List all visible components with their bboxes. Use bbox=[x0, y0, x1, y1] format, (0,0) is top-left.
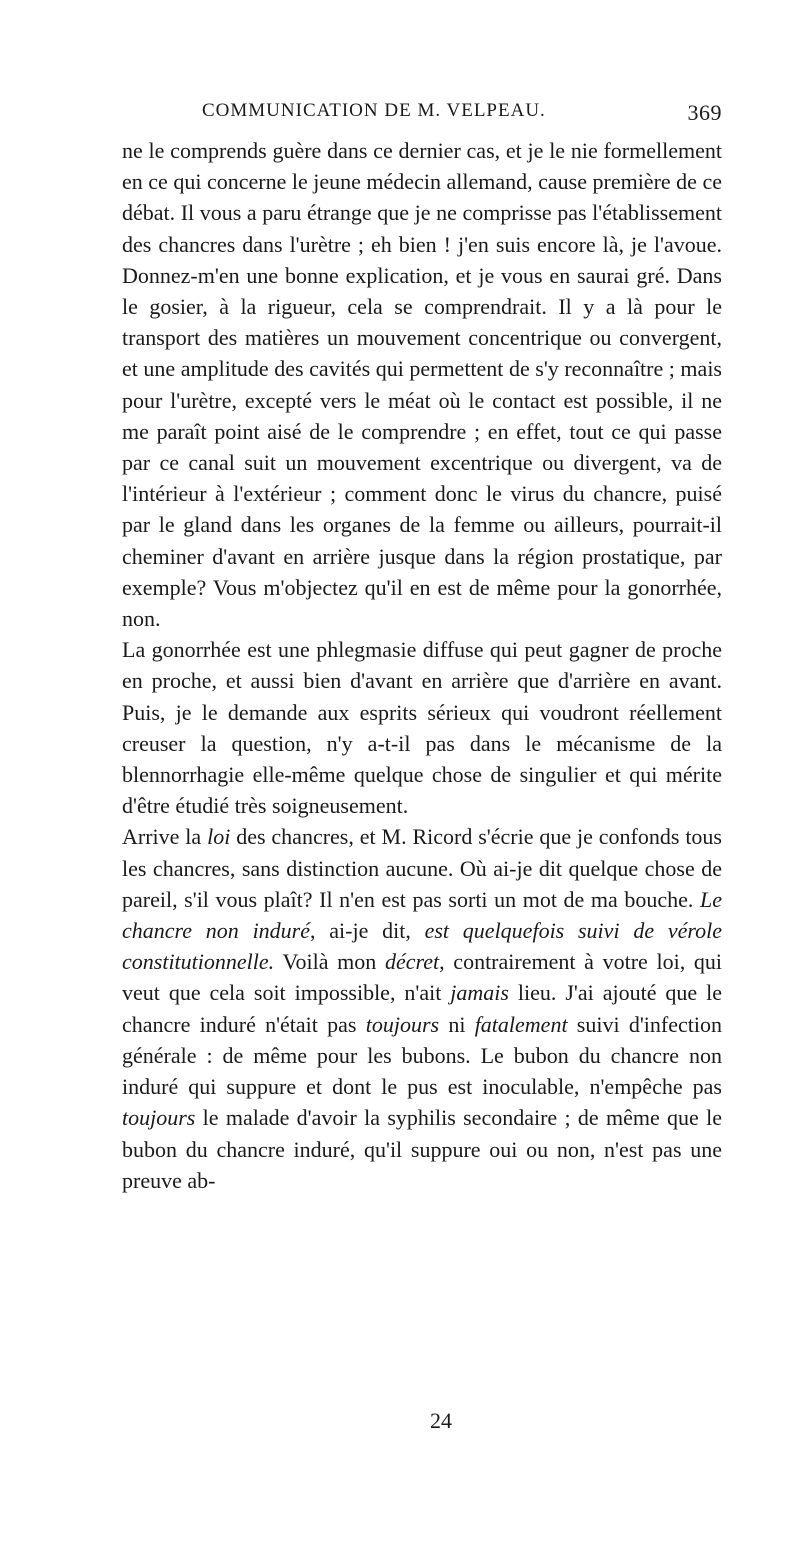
italic-text: toujours bbox=[365, 1011, 440, 1037]
text-run: , contrairement à votre loi, qui veut que cela soit impossible, n'ait bbox=[122, 949, 722, 1006]
italic-text: est quelquefois suivi de vérole constitutionnelle. bbox=[122, 918, 722, 975]
italic-text: Le chancre non induré bbox=[122, 886, 722, 944]
text-run: ne le comprends guère dans ce dernier cas, et je le nie formellement en ce qui concerne le jeune médecin allemand, cause première de ce débat. Il vous a paru étrange que je ne comprisse pas l'établissement des chancres dans l'urètre ; eh bien ! j'en suis encore là, je l'avoue. Donnez-m'en une bonne explication, et je vous en saurai gré. Dans le gosier, à la rigueur, cela se comprendrait. Il y a là pour le transport des matières un mouvement concentrique ou convergent, et une amplitude des cavités qui permettent de s'y reconnaître ; mais pour l'urètre, excepté vers le méat où le contact est possible, il ne me paraît point aisé de le comprendre ; en effet, tout ce qui passe par ce canal suit un mouvement excentrique ou divergent, va de l'intérieur à l'extérieur ; comment donc le virus du chancre, puisé par le gland dans les organes de la femme ou ailleurs, pourrait-il cheminer d'avant en arrière jusque dans la région prostatique, par exemple? Vous m'objectez qu'il en est de même pour la gonorrhée, non. bbox=[122, 138, 722, 632]
text-run: des chancres, et M. Ricord s'écrie que je confonds tous les chancres, sans distinction aucune. Où ai-je dit quelque chose de pareil, s'il vous plaît? Il n'en est pas sorti un mot de ma bouche. bbox=[122, 824, 722, 912]
text-run: Voilà mon bbox=[274, 949, 385, 975]
italic-text: jamais bbox=[450, 980, 509, 1006]
paragraph bbox=[122, 135, 722, 634]
italic-text: décret bbox=[384, 949, 440, 975]
paragraph bbox=[122, 634, 722, 821]
paragraph bbox=[122, 821, 722, 1195]
running-header bbox=[122, 100, 722, 124]
italic-text: fatalement bbox=[474, 1011, 568, 1037]
body-text bbox=[122, 135, 722, 1196]
text-run: le malade d'avoir la syphilis secondaire ; de même que le bubon du chancre induré, qu'il suppure oui ou non, n'est pas une preuve ab- bbox=[122, 1105, 722, 1193]
text-run: suivi d'infection générale : de même pour les bubons. Le bubon du chancre non induré qui suppure et dont le pus est inoculable, n'empêche pas bbox=[122, 1011, 722, 1100]
signature-mark: 24 bbox=[430, 1408, 452, 1433]
running-title: COMMUNICATION DE M. VELPEAU. bbox=[202, 100, 546, 121]
text-run: , ai-je dit, bbox=[310, 918, 425, 944]
italic-text: loi bbox=[207, 824, 231, 850]
text-run: Arrive la bbox=[122, 824, 208, 850]
italic-text: toujours bbox=[122, 1105, 196, 1131]
text-run: La gonorrhée est une phlegmasie diffuse qui peut gagner de proche en proche, et aussi bien d'avant en arrière que d'arrière en avant. Puis, je le demande aux esprits sérieux qui voudront réellement creuser la question, n'y a-t-il pas dans le mécanisme de la blennorrhagie elle-même quelque chose de singulier et qui mérite d'être étudié très soigneusement. bbox=[122, 637, 722, 819]
text-run: ni bbox=[439, 1011, 475, 1037]
text-run: lieu. J'ai ajouté que le chancre induré n'était pas bbox=[122, 980, 722, 1037]
page-number: 369 bbox=[687, 100, 722, 125]
